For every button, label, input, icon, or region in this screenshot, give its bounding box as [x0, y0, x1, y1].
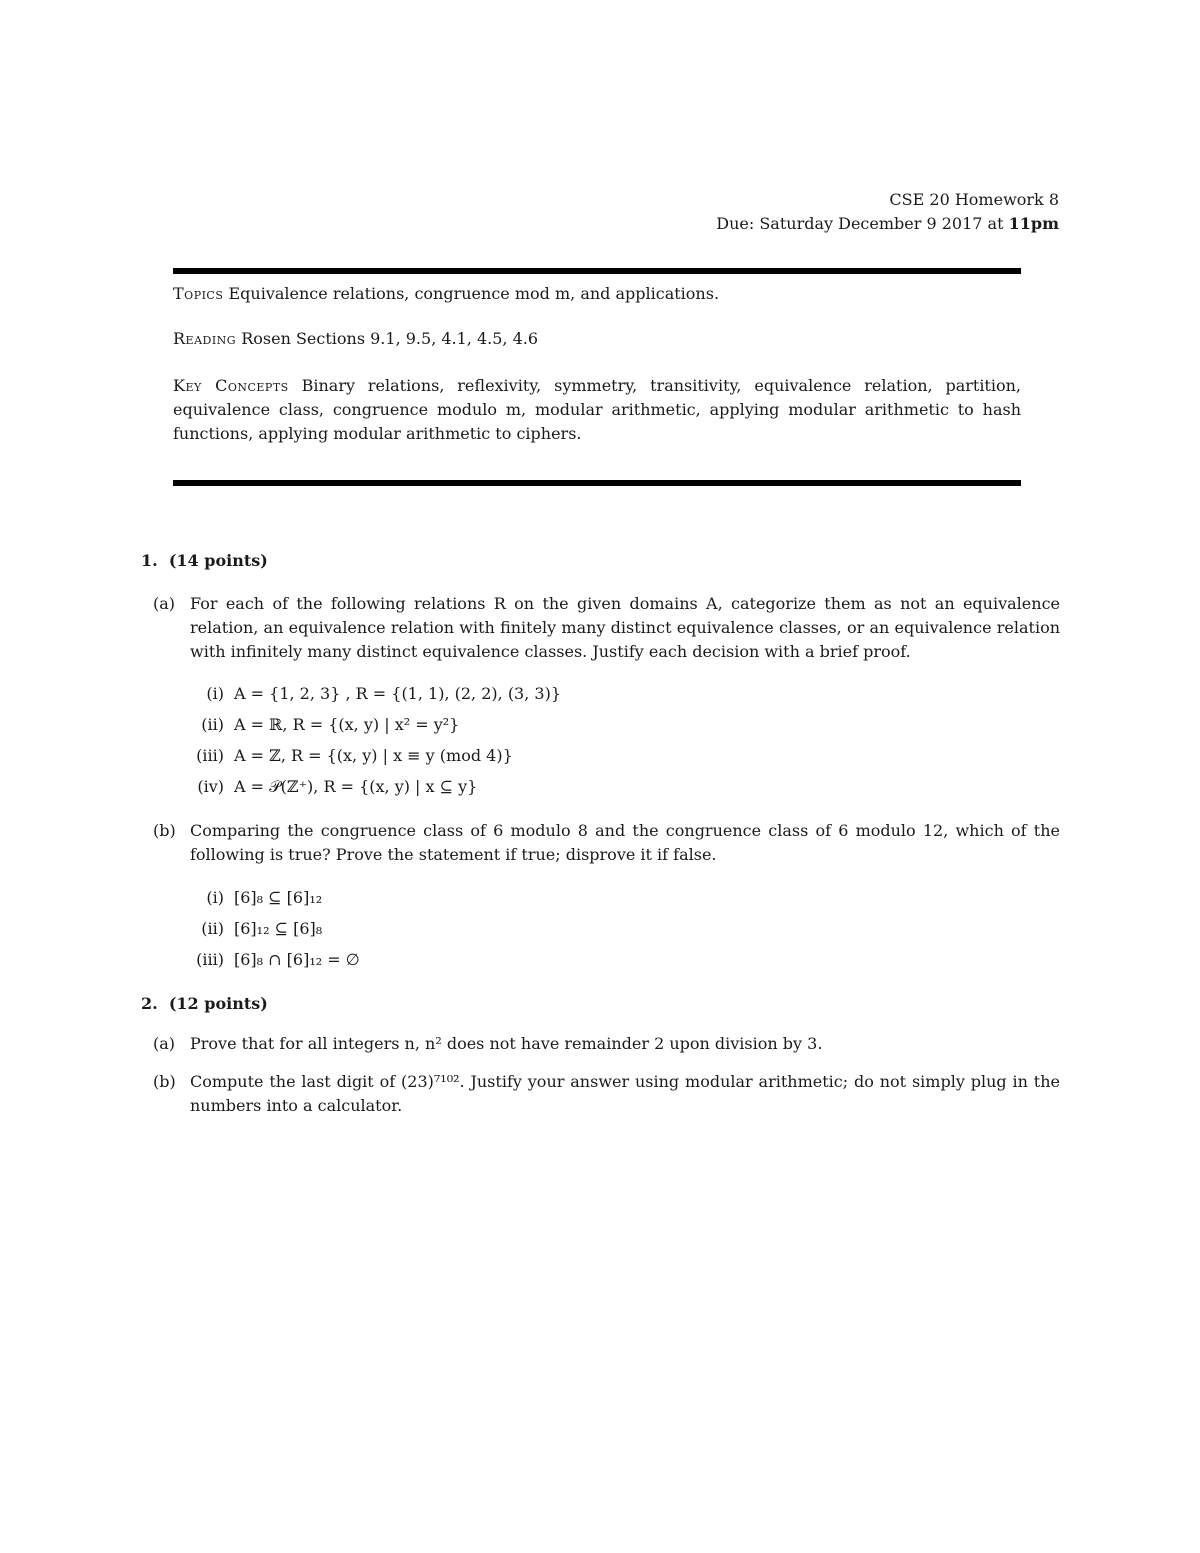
part-text: Compute the last digit of (23)⁷¹⁰². Justify your answer using modular arithmetic; do not simply plug in the numbers into a calculator. [190, 1072, 1060, 1115]
problem-2a [153, 1032, 1060, 1056]
header [716, 188, 1059, 236]
subitem-expr: A = {1, 2, 3} , R = {(1, 1), (2, 2), (3, 3)} [234, 684, 562, 703]
part-label: (a) [153, 1034, 176, 1053]
problem-1a-iv [180, 775, 477, 799]
top-rule [173, 268, 1021, 274]
due-prefix: Due: Saturday December 9 2017 at [716, 214, 1009, 233]
subitem-expr: A = ℤ, R = {(x, y) | x ≡ y (mod 4)} [234, 746, 513, 765]
subitem-label: (i) [206, 684, 224, 703]
problem-2-title [141, 992, 268, 1016]
subitem-label: (iii) [196, 746, 224, 765]
subitem-label: (ii) [201, 919, 224, 938]
subitem-expr: A = 𝒫(ℤ⁺), R = {(x, y) | x ⊆ y} [234, 777, 478, 796]
bottom-rule [173, 480, 1021, 486]
part-label: (b) [153, 1072, 176, 1091]
reading-line [173, 327, 1021, 351]
subitem-label: (iii) [196, 950, 224, 969]
problem-1b-iii [180, 948, 360, 972]
problem-1a-ii [180, 713, 459, 737]
part-label: (a) [153, 594, 176, 613]
subitem-label: (ii) [201, 715, 224, 734]
problem-1b-i [180, 886, 322, 910]
subitem-expr: A = ℝ, R = {(x, y) | x² = y²} [234, 715, 460, 734]
part-text: Prove that for all integers n, n² does not have remainder 2 upon division by 3. [190, 1034, 823, 1053]
problem-1a-i [180, 682, 561, 706]
problem-1-points: (14 points) [168, 551, 268, 570]
course-title: CSE 20 Homework 8 [889, 190, 1059, 209]
problem-1a-iii [180, 744, 513, 768]
subitem-label: (iv) [197, 777, 224, 796]
problem-2-points: (12 points) [168, 994, 268, 1013]
concepts-label: Key Concepts [173, 376, 289, 395]
subitem-expr: [6]₈ ⊆ [6]₁₂ [234, 888, 323, 907]
problem-1-number: 1. [141, 551, 158, 570]
problem-1b-ii [180, 917, 322, 941]
part-label: (b) [153, 821, 176, 840]
part-text: For each of the following relations R on the given domains A, categorize them as not an equivalence relation, an equivalence relation with finitely many distinct equivalence classes, or an equivalence relation with infinitely many distinct equivalence classes. Justify each decision with a brief proof. [190, 594, 1060, 661]
concepts-text: Binary relations, reflexivity, symmetry, transitivity, equivalence relation, partition, equivalence class, congruence modulo m, modular arithmetic, applying modular arithmetic to hash functions, applying modular arithmetic to ciphers. [173, 376, 1022, 443]
problem-1b [153, 819, 1060, 867]
topics-line [173, 282, 1021, 306]
problem-2b [153, 1070, 1060, 1118]
problem-1-title [141, 549, 268, 573]
topics-label: Topics [173, 284, 224, 303]
problem-2-number: 2. [141, 994, 158, 1013]
topics-text: Equivalence relations, congruence mod m, and applications. [228, 284, 720, 303]
part-text: Comparing the congruence class of 6 modulo 8 and the congruence class of 6 modulo 12, which of the following is true? Prove the statement if true; disprove it if false. [190, 821, 1060, 864]
key-concepts-block [173, 374, 1021, 446]
reading-label: Reading [173, 329, 237, 348]
subitem-expr: [6]₁₂ ⊆ [6]₈ [234, 919, 323, 938]
reading-text: Rosen Sections 9.1, 9.5, 4.1, 4.5, 4.6 [241, 329, 539, 348]
due-time: 11pm [1008, 214, 1059, 233]
subitem-label: (i) [206, 888, 224, 907]
subitem-expr: [6]₈ ∩ [6]₁₂ = ∅ [234, 950, 360, 969]
problem-1a [153, 592, 1060, 664]
due-date [716, 212, 1059, 236]
